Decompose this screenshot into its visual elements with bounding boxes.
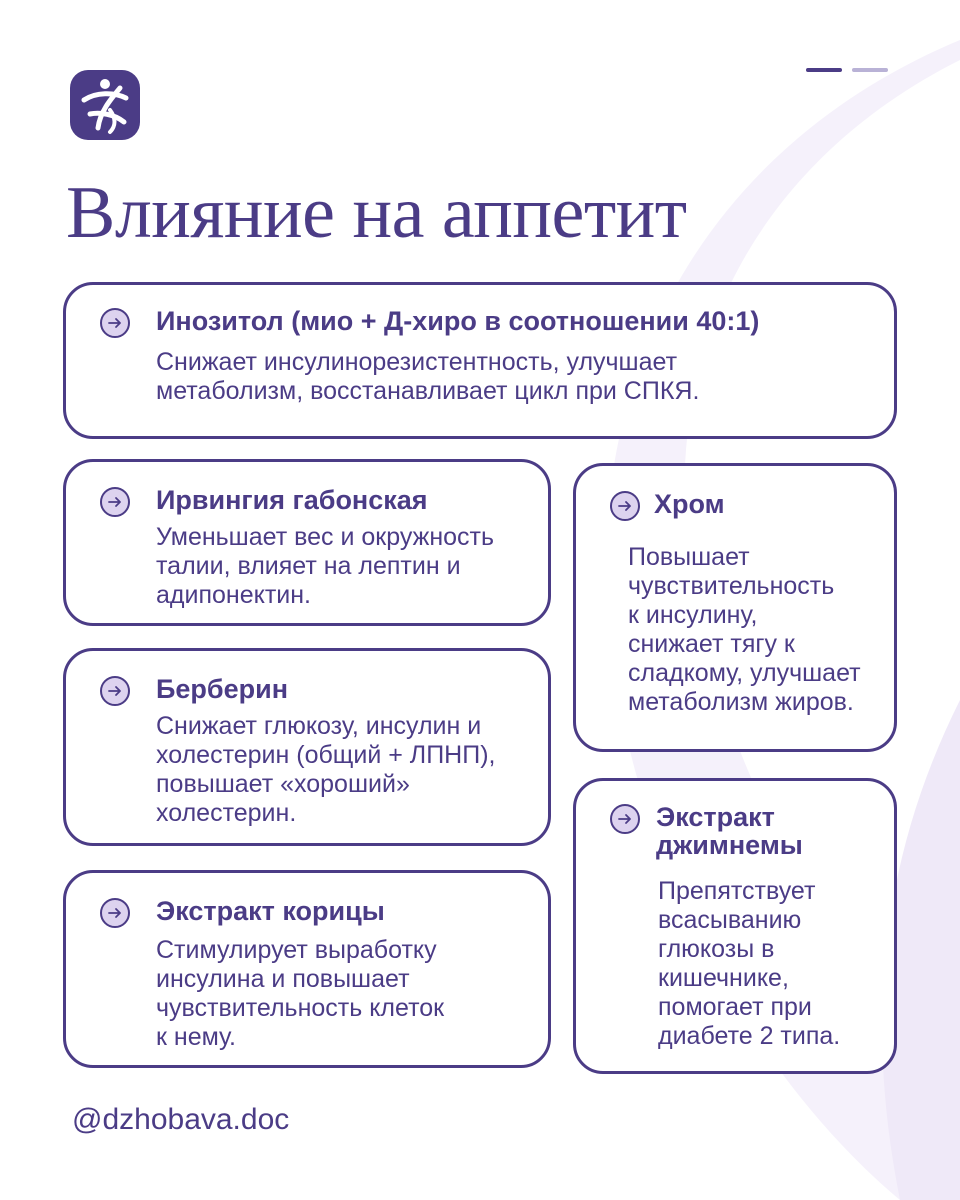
- arrow-right-circle-icon: [610, 491, 640, 521]
- card-title: Экстракт корицы: [156, 896, 385, 926]
- arrow-right-circle-icon: [100, 487, 130, 517]
- card-title: Берберин: [156, 674, 289, 704]
- arrow-right-circle-icon: [610, 804, 640, 834]
- card-title: Ирвингия габонская: [156, 485, 428, 515]
- card-description: Стимулирует выработку инсулина и повышает чувствительность клеток к нему.: [156, 936, 445, 1051]
- card-description: Снижает глюкозу, инсулин и холестерин (общий + ЛПНП), повышает «хороший» холестерин.: [156, 712, 496, 827]
- card-title: Экстракт джимнемы: [656, 802, 803, 860]
- arrow-right-circle-icon: [100, 898, 130, 928]
- arrow-right-circle-icon: [100, 308, 130, 338]
- card-title: Инозитол (мио + Д-хиро в соотношении 40:1): [156, 306, 760, 336]
- card-description: Повышает чувствительность к инсулину, снижает тягу к сладкому, улучшает метаболизм жиров.: [628, 543, 861, 716]
- card-description: Уменьшает вес и окружность талии, влияет на лептин и адипонектин.: [156, 523, 495, 609]
- card-description: Препятствует всасыванию глюкозы в кишечнике, помогает при диабете 2 типа.: [658, 877, 841, 1050]
- card-gymnema: [573, 778, 897, 1074]
- pager-indicator: [806, 68, 888, 72]
- card-chrome: [573, 463, 897, 752]
- arrow-right-circle-icon: [100, 676, 130, 706]
- pager-dot-active: [806, 68, 842, 72]
- card-description: Снижает инсулинорезистентность, улучшает метаболизм, восстанавливает цикл при СПКЯ.: [156, 348, 700, 405]
- author-handle: @dzhobava.doc: [72, 1103, 290, 1136]
- card-title: Хром: [654, 489, 725, 519]
- logo-icon: [70, 70, 140, 140]
- card-cinnamon: [63, 870, 551, 1068]
- card-irvingia: [63, 459, 551, 626]
- card-inositol: [63, 282, 897, 439]
- page-title: Влияние на аппетит: [66, 172, 687, 254]
- pager-dot-inactive: [852, 68, 888, 72]
- card-berberine: [63, 648, 551, 846]
